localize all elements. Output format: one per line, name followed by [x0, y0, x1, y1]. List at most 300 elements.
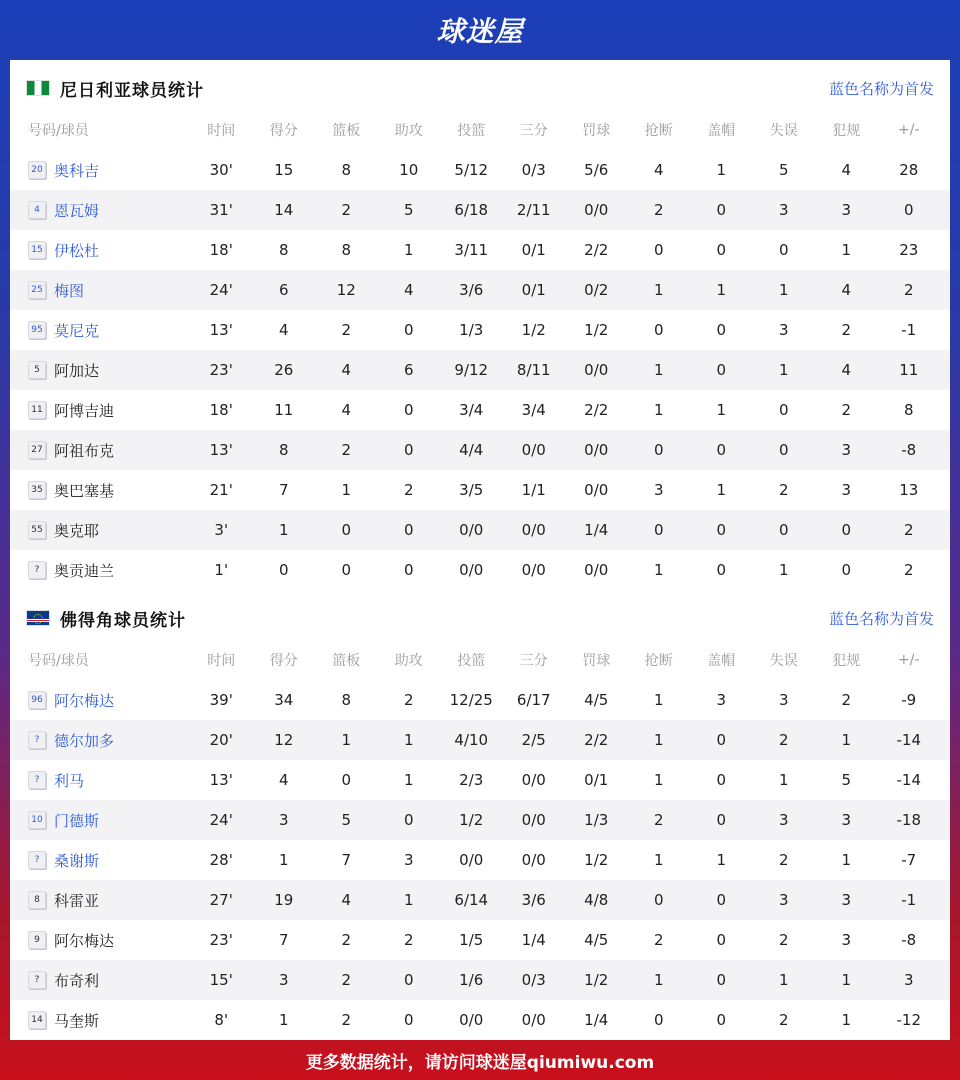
stat-cell: 0 — [841, 561, 852, 579]
stat-cell: 0 — [716, 521, 727, 539]
stat-cell: 34 — [274, 691, 294, 709]
stat-cell: 24' — [209, 811, 233, 829]
stat-cell: 0 — [778, 241, 789, 259]
stat-cell: 5 — [841, 771, 852, 789]
column-header: 犯规 — [832, 123, 861, 139]
stat-cell: 1 — [653, 561, 664, 579]
stat-cell: 0 — [716, 441, 727, 459]
stat-cell: 2 — [403, 481, 414, 499]
stat-cell: 1 — [841, 1011, 852, 1029]
column-header: 失误 — [769, 123, 798, 139]
player-cell — [10, 480, 190, 501]
player-name[interactable]: 桑谢斯 — [54, 851, 100, 870]
player-row — [10, 470, 950, 510]
stat-cell: 0 — [653, 241, 664, 259]
stat-cell: 3 — [778, 891, 789, 909]
footer-banner: 更多数据统计，请访问球迷屋qiumiwu.com — [305, 1052, 655, 1073]
stat-cell: 0/0 — [584, 441, 609, 459]
stat-cell: 0 — [403, 321, 414, 339]
player-name: 布奇利 — [54, 971, 100, 990]
stat-cell: 21' — [209, 481, 233, 499]
stat-cell: 5 — [403, 201, 414, 219]
player-row — [10, 550, 950, 590]
stat-cell: 0 — [653, 891, 664, 909]
stat-cell: 2 — [341, 1011, 352, 1029]
player-row — [10, 310, 950, 350]
stat-cell: 18' — [209, 401, 233, 419]
column-header: 助攻 — [394, 123, 423, 139]
player-cell — [10, 320, 190, 341]
stats-panel — [10, 60, 950, 1040]
stat-cell: 0 — [403, 971, 414, 989]
player-cell — [10, 930, 190, 951]
player-cell — [10, 360, 190, 381]
stat-cell: 0 — [778, 401, 789, 419]
column-header: 时间 — [207, 653, 236, 669]
stat-cell: 1 — [653, 281, 664, 299]
player-name[interactable]: 德尔加多 — [54, 731, 115, 750]
stat-cell: 2 — [903, 521, 914, 539]
stat-cell: 1 — [841, 241, 852, 259]
stat-cell: 1 — [653, 731, 664, 749]
stat-cell: -12 — [896, 1011, 921, 1029]
stat-cell: 4 — [341, 891, 352, 909]
stat-cell: 6/17 — [516, 691, 551, 709]
stat-cell: 1 — [841, 731, 852, 749]
stat-cell: 2 — [841, 321, 852, 339]
stat-cell: 4 — [278, 321, 289, 339]
stat-cell: 2 — [341, 321, 352, 339]
stat-cell: 9/12 — [454, 361, 489, 379]
stat-cell: 1 — [278, 1011, 289, 1029]
stat-cell: 3 — [841, 441, 852, 459]
player-name[interactable]: 奥科吉 — [54, 161, 100, 180]
jersey-number-badge: 95 — [28, 321, 46, 339]
stat-cell: 3 — [841, 481, 852, 499]
stat-cell: 0/1 — [521, 281, 546, 299]
stat-cell: 3 — [841, 891, 852, 909]
stat-cell: 8' — [214, 1011, 229, 1029]
stat-cell: 1 — [403, 731, 414, 749]
stat-cell: 0 — [403, 401, 414, 419]
stat-cell: 3 — [653, 481, 664, 499]
stat-cell: 4 — [841, 361, 852, 379]
stat-cell: 0 — [341, 561, 352, 579]
stat-cell: 28 — [899, 161, 919, 179]
jersey-number-badge: 5 — [28, 361, 46, 379]
player-row — [10, 150, 950, 190]
stat-cell: 0 — [341, 521, 352, 539]
stat-cell: 2 — [778, 1011, 789, 1029]
stat-cell: 0/0 — [521, 1011, 546, 1029]
stat-cell: 0/0 — [459, 561, 484, 579]
stat-cell: 4 — [278, 771, 289, 789]
stat-cell: 0 — [903, 201, 914, 219]
stat-cell: 11 — [899, 361, 919, 379]
stat-cell: 13' — [209, 771, 233, 789]
stat-cell: 23' — [209, 931, 233, 949]
stat-cell: 2 — [341, 201, 352, 219]
stat-cell: 0/2 — [584, 281, 609, 299]
player-cell — [10, 200, 190, 221]
stat-cell: 5 — [341, 811, 352, 829]
stat-cell: 7 — [278, 481, 289, 499]
stat-cell: 1/2 — [584, 321, 609, 339]
player-row — [10, 230, 950, 270]
stat-cell: 1 — [716, 481, 727, 499]
stat-cell: 1 — [653, 971, 664, 989]
stat-cell: -8 — [901, 441, 917, 459]
stat-cell: 1 — [653, 401, 664, 419]
stat-cell: 3 — [778, 691, 789, 709]
stat-cell: 0 — [716, 321, 727, 339]
stat-cell: 1 — [778, 561, 789, 579]
team-header — [10, 60, 950, 116]
column-header: 投篮 — [457, 653, 486, 669]
stat-cell: -14 — [896, 771, 921, 789]
player-name: 阿博吉迪 — [54, 401, 115, 420]
stat-cell: 0 — [653, 441, 664, 459]
brand-logo: 球迷屋 — [436, 15, 524, 48]
stat-cell: 3 — [778, 321, 789, 339]
stat-cell: 27' — [209, 891, 233, 909]
team-name: 佛得角球员统计 — [60, 610, 186, 631]
stat-cell: 31' — [209, 201, 233, 219]
jersey-number-badge: 10 — [28, 811, 46, 829]
jersey-number-badge: 35 — [28, 481, 46, 499]
stat-cell: 3/6 — [459, 281, 484, 299]
player-name: 科雷亚 — [54, 891, 100, 910]
stat-cell: 23 — [899, 241, 919, 259]
column-header: 抢断 — [644, 653, 673, 669]
stat-cell: 1/4 — [584, 521, 609, 539]
stat-cell: 2 — [778, 481, 789, 499]
jersey-number-badge: 15 — [28, 241, 46, 259]
stat-cell: 6/18 — [454, 201, 489, 219]
player-row — [10, 960, 950, 1000]
stat-cell: 3 — [841, 811, 852, 829]
stat-cell: 5/12 — [454, 161, 489, 179]
stat-cell: 0 — [278, 561, 289, 579]
player-cell — [10, 690, 190, 711]
stat-cell: 2 — [653, 201, 664, 219]
stat-cell: 0 — [716, 811, 727, 829]
player-cell — [10, 890, 190, 911]
stat-cell: 0 — [716, 361, 727, 379]
stat-cell: 1 — [778, 361, 789, 379]
player-cell — [10, 440, 190, 461]
stat-cell: 1' — [214, 561, 229, 579]
player-row — [10, 390, 950, 430]
stat-cell: 2 — [778, 851, 789, 869]
stat-cell: 1/6 — [459, 971, 484, 989]
stat-cell: 0 — [716, 931, 727, 949]
stat-cell: 0/0 — [521, 561, 546, 579]
player-cell — [10, 810, 190, 831]
stat-cell: 1/1 — [521, 481, 546, 499]
cape-verde-flag-icon — [26, 610, 50, 626]
stat-cell: 0 — [653, 521, 664, 539]
jersey-number-badge: 27 — [28, 441, 46, 459]
stat-cell: 0 — [778, 521, 789, 539]
stat-cell: 2 — [778, 931, 789, 949]
stat-cell: 4/8 — [584, 891, 609, 909]
player-row — [10, 430, 950, 470]
player-row — [10, 1000, 950, 1040]
player-name: 奥克耶 — [54, 521, 100, 540]
player-cell — [10, 160, 190, 181]
column-header-row — [10, 643, 950, 677]
stat-cell: 1 — [653, 771, 664, 789]
stat-cell: 13 — [899, 481, 919, 499]
stat-cell: -8 — [901, 931, 917, 949]
stat-cell: 4/5 — [584, 691, 609, 709]
stat-cell: 0 — [403, 1011, 414, 1029]
jersey-number-badge: ? — [28, 971, 46, 989]
stat-cell: 7 — [341, 851, 352, 869]
stat-cell: 13' — [209, 321, 233, 339]
stat-cell: 1 — [403, 771, 414, 789]
stat-cell: 1 — [403, 891, 414, 909]
stat-cell: 0/0 — [521, 441, 546, 459]
stat-cell: 0/0 — [459, 851, 484, 869]
stat-cell: 3/5 — [459, 481, 484, 499]
stat-cell: 1 — [716, 281, 727, 299]
stat-cell: 4/4 — [459, 441, 484, 459]
stat-cell: 0 — [341, 771, 352, 789]
stat-cell: 6 — [403, 361, 414, 379]
column-header: +/- — [898, 652, 920, 668]
stat-cell: 4 — [653, 161, 664, 179]
stat-cell: 2 — [341, 931, 352, 949]
player-row — [10, 510, 950, 550]
player-name[interactable]: 阿尔梅达 — [54, 691, 115, 710]
player-cell — [10, 970, 190, 991]
stat-cell: 0/0 — [584, 561, 609, 579]
column-header: 盖帽 — [707, 123, 736, 139]
team-header — [10, 590, 950, 646]
stat-cell: 8 — [341, 691, 352, 709]
stat-cell: 3/11 — [454, 241, 489, 259]
stat-cell: -1 — [901, 891, 917, 909]
stat-cell: 0 — [403, 441, 414, 459]
stat-cell: 6 — [278, 281, 289, 299]
stat-cell: 1 — [278, 521, 289, 539]
column-header: 盖帽 — [707, 653, 736, 669]
stat-cell: 8 — [903, 401, 914, 419]
jersey-number-badge: 25 — [28, 281, 46, 299]
stat-cell: 11 — [274, 401, 294, 419]
stat-cell: 15' — [209, 971, 233, 989]
stat-cell: 0 — [778, 441, 789, 459]
stat-cell: 5/6 — [584, 161, 609, 179]
column-header: 助攻 — [394, 653, 423, 669]
stat-cell: 1 — [653, 691, 664, 709]
stat-cell: 0 — [403, 561, 414, 579]
stat-cell: 12 — [336, 281, 356, 299]
stat-cell: 26 — [274, 361, 294, 379]
stat-cell: 8/11 — [516, 361, 551, 379]
column-header: 三分 — [519, 123, 548, 139]
stat-cell: 1 — [716, 161, 727, 179]
stat-cell: 2/2 — [584, 731, 609, 749]
stat-cell: -9 — [901, 691, 917, 709]
team-title — [26, 76, 204, 101]
stat-cell: 1 — [341, 481, 352, 499]
player-name: 奥贡迪兰 — [54, 561, 115, 580]
stat-cell: 3/4 — [521, 401, 546, 419]
player-cell — [10, 400, 190, 421]
stat-cell: 10 — [399, 161, 419, 179]
column-header: 号码/球员 — [28, 653, 89, 669]
stat-cell: 2 — [403, 691, 414, 709]
stat-cell: 3 — [778, 811, 789, 829]
stat-cell: 0/0 — [521, 521, 546, 539]
stat-cell: 1/4 — [521, 931, 546, 949]
stat-cell: 0/0 — [459, 521, 484, 539]
stat-cell: 4 — [341, 361, 352, 379]
stat-cell: 3 — [841, 201, 852, 219]
stat-cell: 2/5 — [521, 731, 546, 749]
stat-cell: 8 — [341, 161, 352, 179]
player-name[interactable]: 利马 — [54, 771, 85, 790]
stat-cell: 0 — [716, 1011, 727, 1029]
stat-cell: 1 — [653, 361, 664, 379]
stat-cell: 4 — [841, 281, 852, 299]
jersey-number-badge: 9 — [28, 931, 46, 949]
player-row — [10, 840, 950, 880]
stat-cell: 0 — [403, 811, 414, 829]
column-header: 失误 — [769, 653, 798, 669]
column-header: 罚球 — [582, 653, 611, 669]
stat-cell: 1 — [341, 731, 352, 749]
player-row — [10, 800, 950, 840]
column-header: 时间 — [207, 123, 236, 139]
stat-cell: 3 — [903, 971, 914, 989]
jersey-number-badge: ? — [28, 851, 46, 869]
stat-cell: -18 — [896, 811, 921, 829]
stat-cell: 12/25 — [449, 691, 493, 709]
column-header: 号码/球员 — [28, 123, 89, 139]
stat-cell: 4 — [841, 161, 852, 179]
stat-cell: 4 — [403, 281, 414, 299]
stat-cell: 0/0 — [521, 851, 546, 869]
stat-cell: 1 — [778, 281, 789, 299]
stat-cell: 2 — [403, 931, 414, 949]
stat-cell: 3 — [778, 201, 789, 219]
player-row — [10, 880, 950, 920]
stat-cell: 3 — [278, 811, 289, 829]
stat-cell: 1/4 — [584, 1011, 609, 1029]
stat-cell: 1/2 — [459, 811, 484, 829]
player-row — [10, 760, 950, 800]
stat-cell: 2/2 — [584, 241, 609, 259]
stat-cell: 3 — [841, 931, 852, 949]
stat-cell: 2 — [778, 731, 789, 749]
player-name[interactable]: 伊松杜 — [54, 241, 100, 260]
player-cell — [10, 730, 190, 751]
stat-cell: 0 — [716, 891, 727, 909]
stat-cell: 18' — [209, 241, 233, 259]
player-cell — [10, 850, 190, 871]
stat-cell: 5 — [778, 161, 789, 179]
column-header: 三分 — [519, 653, 548, 669]
stat-cell: -7 — [901, 851, 917, 869]
stat-cell: 0/3 — [521, 161, 546, 179]
stat-cell: 8 — [278, 241, 289, 259]
column-header: 犯规 — [832, 653, 861, 669]
column-header: 篮板 — [332, 123, 361, 139]
stat-cell: 1 — [841, 851, 852, 869]
stat-cell: 1/3 — [459, 321, 484, 339]
stat-cell: 3/4 — [459, 401, 484, 419]
stat-cell: 1/3 — [584, 811, 609, 829]
stat-cell: 13' — [209, 441, 233, 459]
stat-cell: 3 — [716, 691, 727, 709]
stat-cell: 0 — [716, 561, 727, 579]
stat-cell: 2 — [653, 931, 664, 949]
stat-cell: 8 — [278, 441, 289, 459]
player-name[interactable]: 莫尼克 — [54, 321, 100, 340]
column-header: 得分 — [269, 123, 298, 139]
stat-cell: 2/2 — [584, 401, 609, 419]
stat-cell: -1 — [901, 321, 917, 339]
starter-legend-note: 蓝色名称为首发 — [828, 79, 934, 98]
stat-cell: 0/3 — [521, 971, 546, 989]
stat-cell: 2 — [903, 561, 914, 579]
jersey-number-badge: 11 — [28, 401, 46, 419]
stat-cell: 19 — [274, 891, 294, 909]
stat-cell: 4/5 — [584, 931, 609, 949]
stat-cell: 1/2 — [584, 971, 609, 989]
team-name: 尼日利亚球员统计 — [60, 80, 204, 101]
stat-cell: 14 — [274, 201, 294, 219]
stat-cell: 24' — [209, 281, 233, 299]
stat-cell: 2/11 — [516, 201, 551, 219]
starter-legend-note: 蓝色名称为首发 — [828, 609, 934, 628]
stat-cell: 0 — [716, 241, 727, 259]
player-row — [10, 920, 950, 960]
stat-cell: 3 — [403, 851, 414, 869]
stat-cell: 1 — [403, 241, 414, 259]
player-cell — [10, 1010, 190, 1031]
column-header: +/- — [898, 122, 920, 138]
stat-cell: 1 — [716, 401, 727, 419]
player-name[interactable]: 恩瓦姆 — [54, 201, 100, 220]
stat-cell: 3' — [214, 521, 229, 539]
player-cell — [10, 520, 190, 541]
column-header: 投篮 — [457, 123, 486, 139]
stat-cell: 0 — [841, 521, 852, 539]
stat-cell: 0/1 — [521, 241, 546, 259]
stat-cell: 20' — [209, 731, 233, 749]
column-header-row — [10, 113, 950, 147]
column-header: 罚球 — [582, 123, 611, 139]
player-name[interactable]: 门德斯 — [54, 811, 100, 830]
stat-cell: 0/1 — [584, 771, 609, 789]
stat-cell: 1 — [778, 971, 789, 989]
player-cell — [10, 280, 190, 301]
stat-cell: 2 — [653, 811, 664, 829]
stat-cell: 0/0 — [521, 811, 546, 829]
stat-cell: 0 — [653, 321, 664, 339]
stat-cell: 0/0 — [521, 771, 546, 789]
player-name: 奥巴塞基 — [54, 481, 115, 500]
stat-cell: 4/10 — [454, 731, 489, 749]
jersey-number-badge: ? — [28, 771, 46, 789]
jersey-number-badge: 55 — [28, 521, 46, 539]
player-name[interactable]: 梅图 — [54, 281, 85, 300]
